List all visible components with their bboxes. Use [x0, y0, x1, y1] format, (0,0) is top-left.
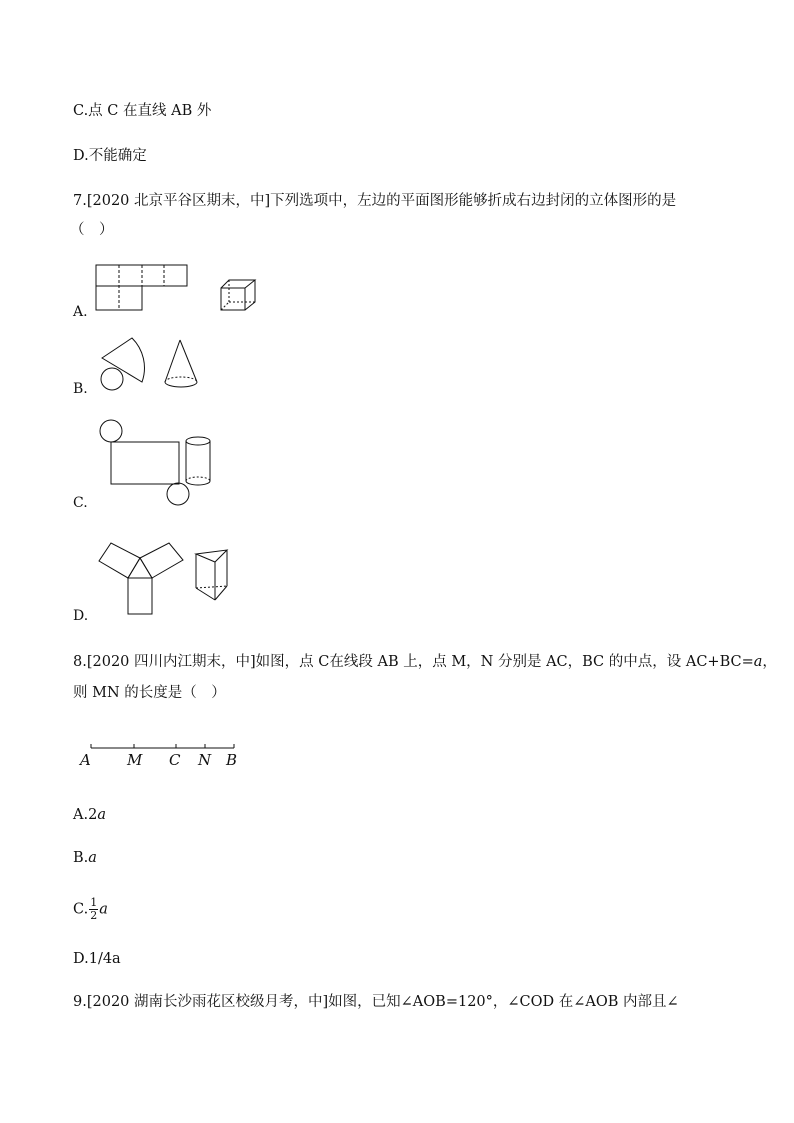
q8-option-c-variable: a	[99, 901, 108, 918]
q6-option-c: C.点 C 在直线 AB 外	[73, 103, 212, 119]
q8-stem-variable: a	[753, 654, 763, 670]
q8-point-m: M	[127, 751, 143, 769]
q7-option-c-figure	[96, 419, 220, 507]
q7-option-d-label: D.	[73, 608, 89, 624]
q8-option-a	[73, 805, 106, 825]
q8-point-c: C	[169, 751, 181, 769]
q8-option-a-variable: a	[97, 807, 106, 823]
q7-option-a-label: A.	[73, 304, 88, 320]
q6-option-d: D.不能确定	[73, 148, 147, 164]
q8-segment-figure	[74, 737, 244, 773]
q8-option-b-variable: a	[88, 850, 97, 866]
q9-stem: 9.[2020 湖南长沙雨花区校级月考，中]如图，已知∠AOB=120°，∠COD 在∠AOB 内部且∠	[73, 994, 679, 1010]
fraction-denominator: 2	[90, 909, 98, 922]
q7-option-a-figure	[95, 262, 265, 318]
q7-option-b-label: B.	[73, 381, 88, 397]
q8-stem-comma: ，	[762, 654, 777, 670]
q8-option-d: D.1/4a	[73, 951, 121, 967]
q8-option-b-text: B.	[73, 850, 89, 866]
q8-point-n: N	[198, 751, 212, 769]
q8-option-b	[73, 848, 97, 868]
q8-option-c	[73, 897, 108, 922]
q7-option-d-figure	[96, 540, 236, 620]
q8-stem-line2: 则 MN 的长度是（ ）	[73, 685, 226, 701]
fraction-numerator: 1	[90, 896, 98, 909]
q8-option-a-text: A.2	[73, 807, 98, 823]
q8-option-c-text: C.	[73, 901, 89, 918]
q8-point-a: A	[80, 751, 91, 769]
q7-stem: 7.[2020 北京平谷区期末，中]下列选项中，左边的平面图形能够折成右边封闭的立体图形的是	[73, 193, 677, 209]
q8-option-c-fraction	[89, 897, 98, 922]
q7-option-c-label: C.	[73, 495, 88, 511]
q8-stem-line1	[73, 652, 777, 672]
q8-stem-text: 8.[2020 四川内江期末，中]如图，点 C在线段 AB 上，点 M，N 分别是 AC，BC 的中点，设 AC+BC=	[73, 654, 754, 670]
q8-point-b: B	[226, 751, 238, 769]
q7-option-b-figure	[95, 332, 205, 396]
q7-answer-paren: （ ）	[70, 222, 114, 238]
